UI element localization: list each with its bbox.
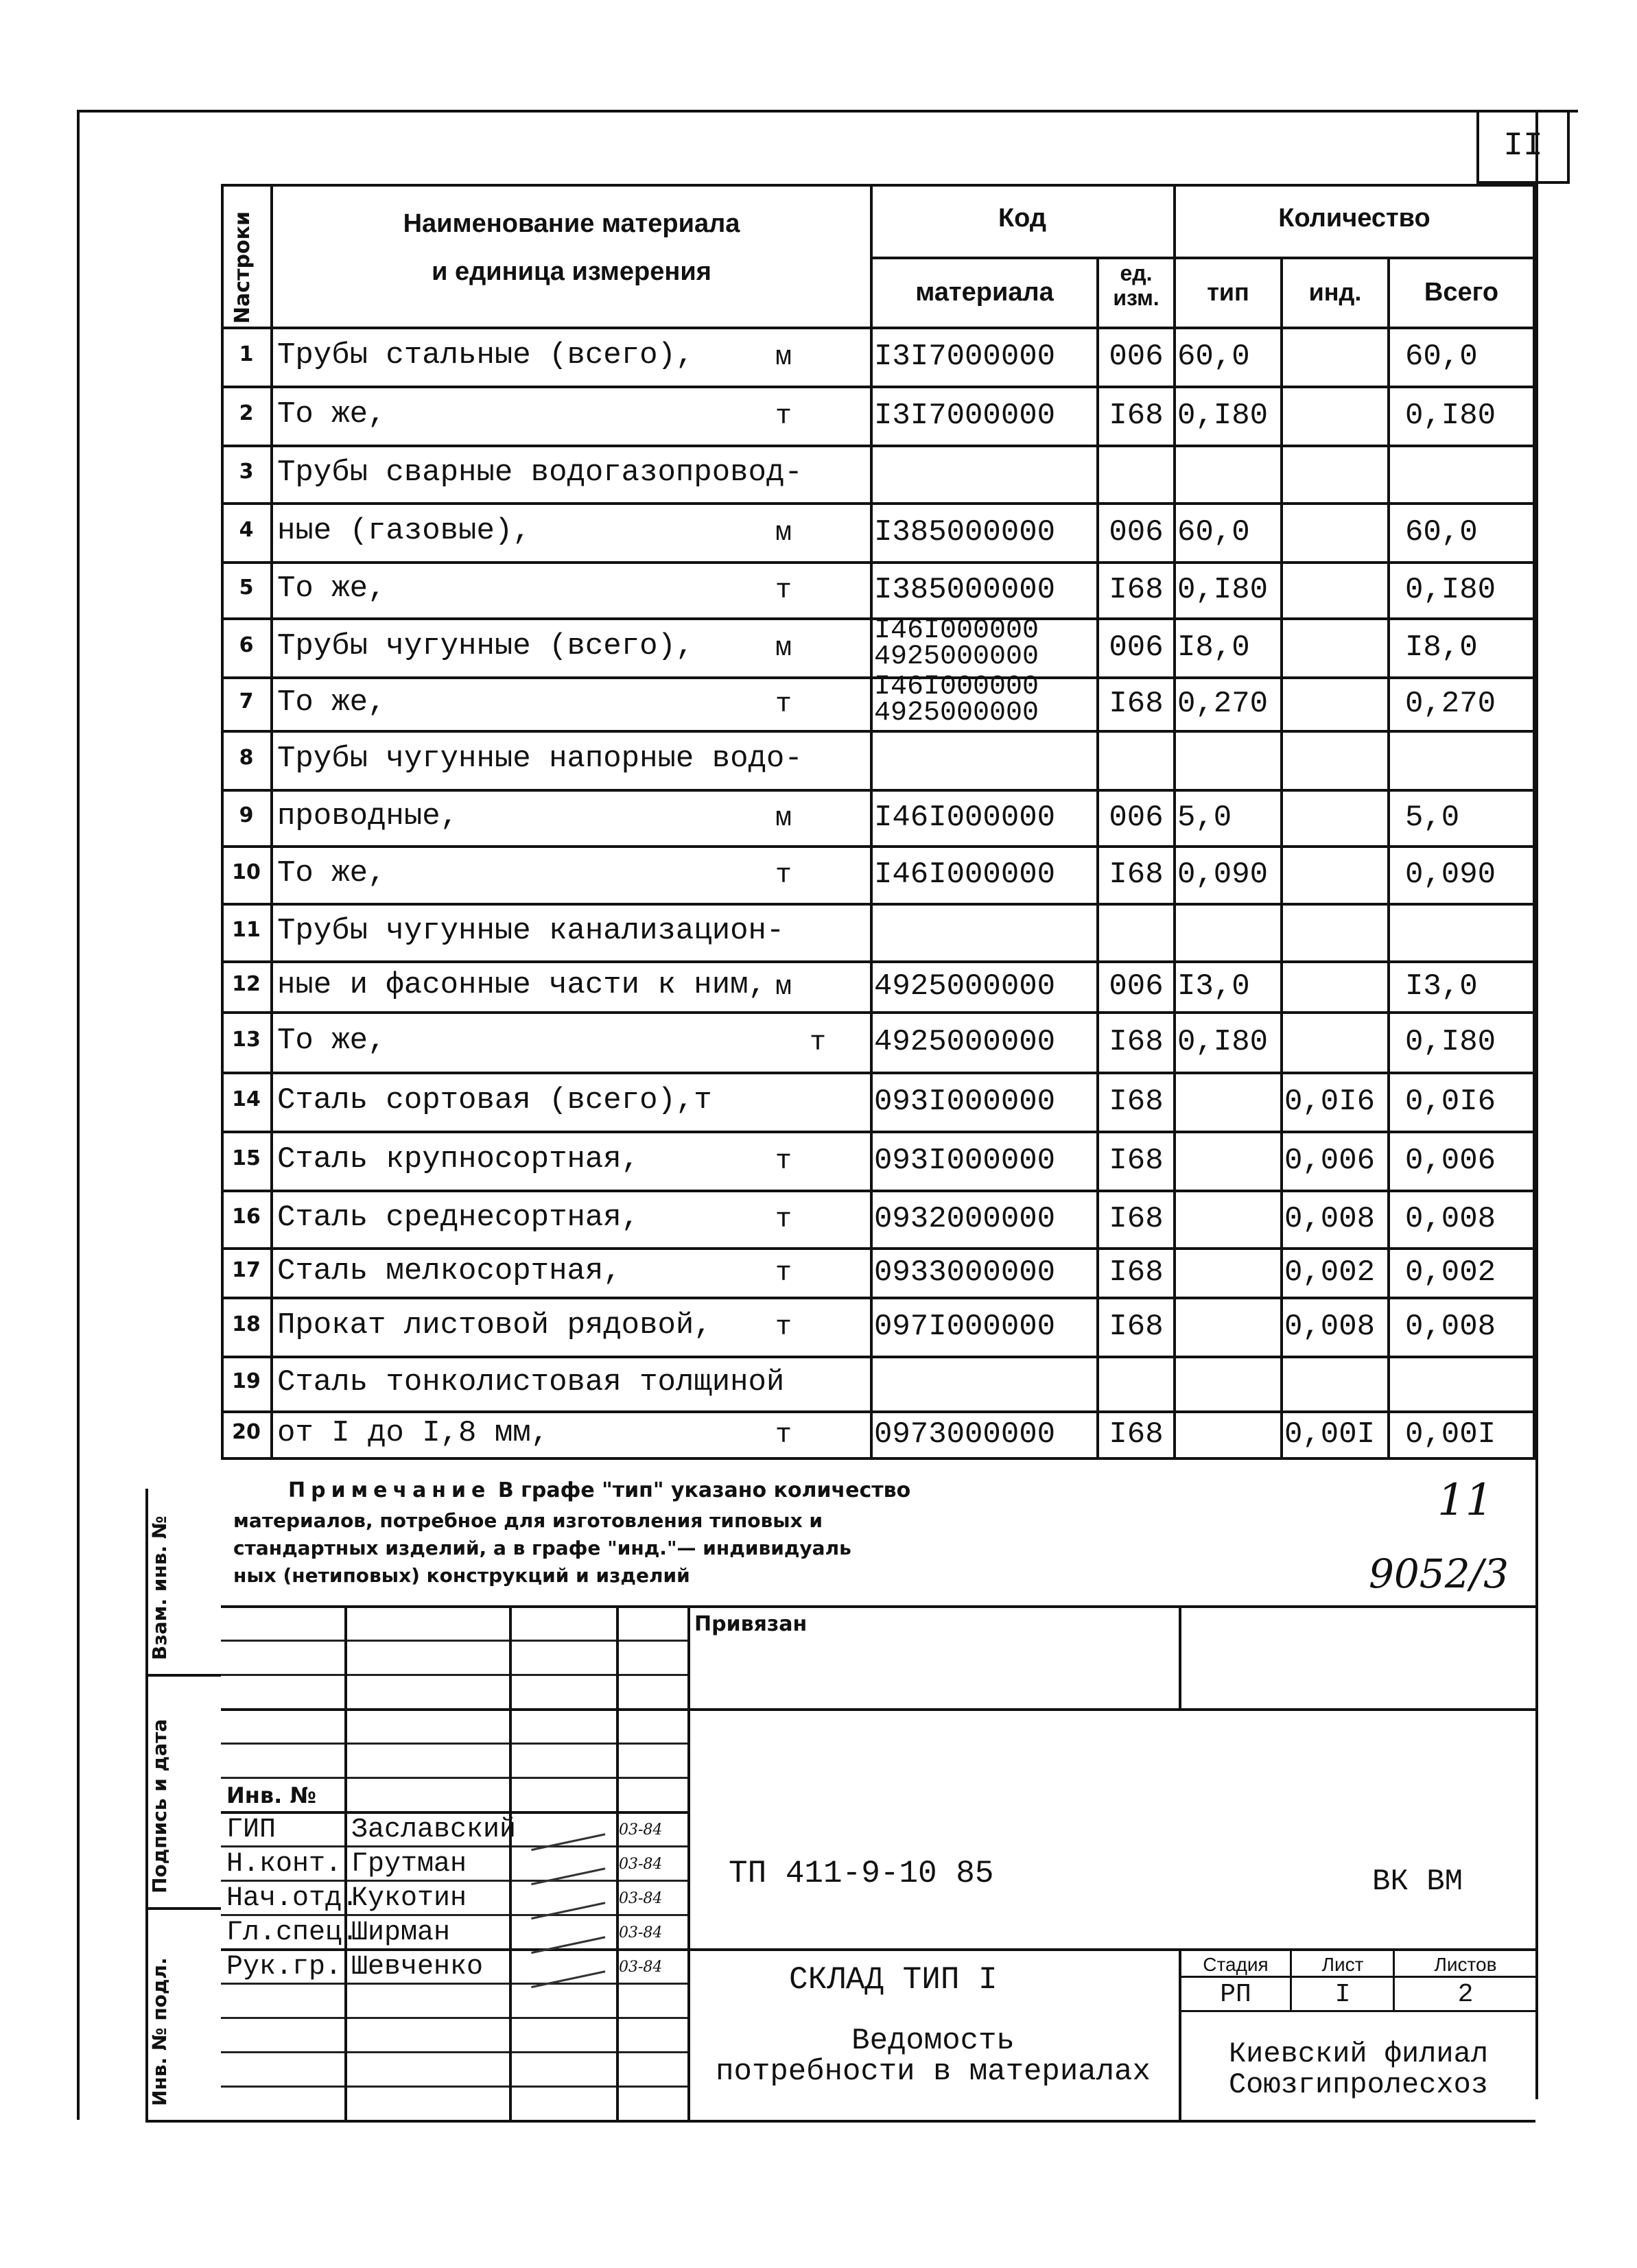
unit-of-measure: м	[775, 518, 792, 549]
table-row	[221, 1250, 1535, 1299]
material-name: Трубы чугунные канализацион-	[277, 914, 785, 948]
table-row	[221, 1192, 1535, 1250]
row-number: 3	[239, 460, 254, 484]
header-name-line1: Наименование материала	[403, 209, 740, 238]
table-row	[221, 329, 1535, 388]
qty-ind: 0,008	[1284, 1202, 1376, 1236]
sheets-label: Листов	[1434, 1954, 1497, 1975]
material-code: 0932000000	[874, 1202, 1056, 1236]
signer-role: Рук.гр.	[226, 1952, 342, 1983]
left-strip-div-1	[145, 1674, 221, 1677]
unit-of-measure: т	[775, 401, 792, 432]
qty-total: 60,0	[1405, 515, 1478, 550]
org-line-1: Киевский филиал	[1228, 2037, 1489, 2070]
qty-type: I3,0	[1177, 969, 1250, 1004]
row-number: 9	[239, 803, 254, 827]
unit-code: 006	[1109, 969, 1164, 1004]
header-row-number-label: Nастроки	[231, 211, 255, 324]
row-number: 18	[232, 1312, 261, 1336]
inv-no-label: Инв. №	[226, 1782, 316, 1808]
table-row	[221, 733, 1535, 792]
unit-of-measure: т	[775, 1205, 792, 1236]
sheets-value: 2	[1457, 1980, 1474, 2009]
tb-stage-line-1	[1179, 1976, 1535, 1978]
unit-of-measure: м	[775, 972, 792, 1003]
row-number: 7	[239, 689, 254, 713]
table-row	[221, 564, 1535, 620]
material-code: I46I000000 4925000000	[874, 615, 1039, 672]
left-strip-div-2	[145, 1907, 221, 1910]
header-q-type: тип	[1207, 278, 1249, 306]
org-line-2: Союзгипролесхоз	[1228, 2068, 1489, 2101]
qty-total: 60,0	[1405, 340, 1478, 374]
frame-right-edge	[1535, 110, 1538, 2099]
qty-total: 0,002	[1405, 1255, 1496, 1290]
material-name: Прокат листовой рядовой,	[277, 1308, 712, 1343]
row-number: 8	[239, 746, 254, 770]
object-name: СКЛАД ТИП I	[789, 1962, 998, 1998]
material-name: Сталь тонколистовая толщиной	[277, 1365, 785, 1399]
unit-of-measure: т	[775, 1258, 792, 1289]
table-row	[221, 1358, 1535, 1413]
material-name: Трубы чугунные напорные водо-	[277, 742, 803, 776]
qty-ind: 0,0I6	[1284, 1085, 1376, 1119]
qty-total: 0,I80	[1405, 399, 1496, 433]
table-row	[221, 1014, 1535, 1074]
material-name: Трубы стальные (всего),	[277, 338, 694, 373]
table-row	[221, 1299, 1535, 1358]
doc-title-1: Ведомость	[851, 2024, 1015, 2058]
material-code: 097I000000	[874, 1310, 1056, 1344]
handwritten-code: 9052/3	[1369, 1550, 1509, 1597]
qty-ind: 0,002	[1284, 1255, 1376, 1290]
unit-of-measure: т	[775, 1312, 792, 1343]
material-name: Сталь мелкосортная,	[277, 1254, 622, 1288]
qty-type: 5,0	[1177, 801, 1232, 835]
table-row	[221, 447, 1535, 505]
table-row	[221, 963, 1535, 1014]
qty-type: I8,0	[1177, 630, 1250, 665]
signer-name: Заславский	[351, 1815, 517, 1845]
qty-ind: 0,00I	[1284, 1417, 1376, 1452]
qty-type: 0,I80	[1177, 399, 1269, 433]
qty-total: 0,008	[1405, 1310, 1496, 1344]
material-code: 0973000000	[874, 1417, 1056, 1452]
unit-code: 006	[1109, 515, 1164, 550]
qty-type: 0,I80	[1177, 1025, 1269, 1059]
unit-of-measure: т	[775, 860, 792, 891]
material-code: I46I000000 4925000000	[874, 672, 1039, 729]
unit-code: I68	[1109, 858, 1164, 892]
qty-type: 0,090	[1177, 858, 1269, 892]
sheet-number: II	[1503, 128, 1543, 165]
handwritten-sheet: 11	[1437, 1475, 1494, 1526]
unit-code: I68	[1109, 573, 1164, 607]
tb-col-1	[344, 1605, 347, 2120]
header-code-material: материала	[915, 278, 1054, 307]
unit-code: 006	[1109, 630, 1164, 665]
material-name: Сталь крупносортная,	[277, 1142, 640, 1177]
table-row	[221, 792, 1535, 848]
material-name: проводные,	[277, 799, 459, 834]
side-label-podpis: Подпись и дата	[148, 1718, 171, 1893]
tb-stage-col-2	[1393, 1948, 1395, 2010]
unit-of-measure: т	[809, 1028, 826, 1059]
material-code: I46I000000	[874, 801, 1056, 835]
signer-role: Н.конт.	[226, 1849, 342, 1880]
qty-total: 0,I80	[1405, 573, 1496, 607]
qty-ind: 0,006	[1284, 1144, 1376, 1178]
signer-name: Грутман	[351, 1849, 467, 1880]
table-row	[221, 672, 1535, 733]
table-row	[221, 906, 1535, 963]
unit-code: I68	[1109, 1144, 1164, 1178]
side-label-vzam: Взам. инв. №	[148, 1515, 171, 1660]
material-name: Трубы чугунные (всего),	[277, 629, 694, 663]
row-number: 5	[239, 576, 254, 600]
tb-stage-line-2	[1179, 2010, 1535, 2012]
material-code: I46I000000	[874, 858, 1056, 892]
qty-total: 0,270	[1405, 687, 1496, 721]
sheet-label: Лист	[1321, 1954, 1364, 1975]
table-row	[221, 1133, 1535, 1192]
material-code: I3I7000000	[874, 340, 1056, 374]
unit-code: 006	[1109, 801, 1164, 835]
row-number: 17	[232, 1258, 261, 1282]
row-number: 15	[232, 1146, 261, 1170]
unit-code: I68	[1109, 1202, 1164, 1236]
privyazan-label: Привязан	[694, 1612, 808, 1636]
qty-total: I8,0	[1405, 630, 1478, 665]
row-number: 19	[232, 1369, 261, 1393]
row-rule	[221, 1457, 1535, 1460]
note-line4: ных (нетиповых) конструкций и изделий	[233, 1564, 690, 1587]
row-number: 10	[232, 860, 261, 884]
note-line2: материалов, потребное для изготовления типовых и	[233, 1509, 823, 1532]
note-text-1: В графе "тип" указано количество	[497, 1478, 911, 1502]
qty-total: 0,00I	[1405, 1417, 1496, 1452]
header-top-line	[221, 184, 1535, 187]
material-name: То же,	[277, 397, 386, 432]
row-number: 12	[232, 972, 261, 996]
unit-code: I68	[1109, 1310, 1164, 1344]
material-code: I3I7000000	[874, 399, 1056, 433]
material-name: Сталь среднесортная,	[277, 1201, 640, 1235]
row-number: 6	[239, 633, 254, 657]
unit-of-measure: т	[775, 689, 792, 720]
material-code: 4925000000	[874, 969, 1056, 1004]
material-code: 093I000000	[874, 1144, 1056, 1178]
header-name-line2: и единица измерения	[432, 257, 711, 286]
tb-line-10	[221, 1948, 1535, 1951]
material-name: Трубы сварные водогазопровод-	[277, 456, 803, 490]
note-line3: стандартных изделий, а в графе "инд."— индивидуаль	[233, 1537, 851, 1559]
note-title: Примечание	[288, 1478, 491, 1502]
stage-label: Стадия	[1203, 1954, 1269, 1975]
material-name: Сталь сортовая (всего),т	[277, 1083, 712, 1118]
unit-code: I68	[1109, 1085, 1164, 1119]
row-number: 1	[239, 342, 254, 366]
unit-of-measure: м	[775, 342, 792, 373]
header-q-ind: инд.	[1308, 278, 1362, 306]
material-code: I385000000	[874, 573, 1056, 607]
material-code: I385000000	[874, 515, 1056, 550]
header-code: Код	[998, 204, 1047, 233]
material-name: То же,	[277, 685, 386, 720]
row-number: 20	[232, 1420, 261, 1444]
tb-stage-col-1	[1290, 1948, 1292, 2010]
signature-date: 03-84	[619, 1959, 663, 1976]
sheet-value: I	[1334, 1980, 1351, 2009]
unit-of-measure: т	[775, 576, 792, 606]
row-number: 11	[232, 918, 261, 942]
unit-code: 006	[1109, 340, 1164, 374]
tb-col-5	[1179, 1605, 1181, 1708]
material-name: То же,	[277, 856, 386, 890]
header-mid-line	[871, 257, 1535, 259]
signer-role: Нач.отд.	[226, 1883, 359, 1914]
unit-code: I68	[1109, 399, 1164, 433]
signature-date: 03-84	[619, 1890, 663, 1907]
note-line1	[288, 1478, 910, 1502]
material-code: 4925000000	[874, 1025, 1056, 1059]
frame-top-edge	[77, 110, 1573, 113]
signature-date: 03-84	[619, 1856, 663, 1873]
table-row	[221, 615, 1535, 679]
row-number: 16	[232, 1205, 261, 1229]
material-code: 0933000000	[874, 1255, 1056, 1290]
qty-type: 0,I80	[1177, 573, 1269, 607]
row-number: 2	[239, 401, 254, 425]
signer-name: Шевченко	[351, 1952, 484, 1983]
qty-total: 5,0	[1405, 801, 1460, 835]
unit-of-measure: т	[775, 1420, 792, 1451]
qty-total: 0,008	[1405, 1202, 1496, 1236]
qty-type: 60,0	[1177, 340, 1250, 374]
unit-of-measure: м	[775, 633, 792, 664]
material-name: То же,	[277, 1024, 386, 1058]
table-row	[221, 505, 1535, 564]
doc-title-2: потребности в материалах	[716, 2055, 1151, 2089]
signer-role: Гл.спец.	[226, 1917, 359, 1948]
material-name: ные (газовые),	[277, 514, 531, 548]
unit-code: I68	[1109, 1025, 1164, 1059]
signer-name: Кукотин	[351, 1883, 467, 1914]
tb-col-2	[509, 1605, 512, 2120]
header-quantity: Количество	[1278, 204, 1430, 233]
table-row	[221, 1413, 1535, 1460]
material-code: 093I000000	[874, 1085, 1056, 1119]
signature-date: 03-84	[619, 1821, 663, 1839]
unit-code: I68	[1109, 1255, 1164, 1290]
qty-ind: 0,008	[1284, 1310, 1376, 1344]
signer-role: ГИП	[226, 1815, 276, 1845]
unit-of-measure: м	[775, 803, 792, 834]
table-row	[221, 1074, 1535, 1133]
qty-type: 0,270	[1177, 687, 1269, 721]
header-q-total: Всего	[1424, 278, 1499, 307]
row-number: 14	[232, 1087, 261, 1111]
qty-total: 0,0I6	[1405, 1085, 1496, 1119]
stage-value: РП	[1220, 1980, 1251, 2009]
side-label-inv: Инв. № подл.	[148, 1957, 171, 2106]
signer-name: Ширман	[351, 1917, 451, 1948]
signature-date: 03-84	[619, 1924, 663, 1941]
qty-total: 0,I80	[1405, 1025, 1496, 1059]
tb-top-line	[221, 1605, 1535, 1608]
qty-total: 0,090	[1405, 858, 1496, 892]
material-name: То же,	[277, 571, 386, 606]
section-code: ВК ВМ	[1372, 1865, 1463, 1899]
qty-total: I3,0	[1405, 969, 1478, 1004]
material-name: ные и фасонные части к ним,	[277, 968, 766, 1002]
row-number: 4	[239, 518, 254, 542]
unit-code: I68	[1109, 1417, 1164, 1452]
tb-line-3	[221, 1708, 1535, 1711]
row-number: 13	[232, 1028, 261, 1052]
qty-type: 60,0	[1177, 515, 1250, 550]
material-name: от I до I,8 мм,	[277, 1416, 550, 1450]
header-code-unit: ед. изм.	[1113, 261, 1159, 310]
qty-total: 0,006	[1405, 1144, 1496, 1178]
tb-bottom-line	[145, 2120, 1535, 2123]
unit-of-measure: т	[775, 1146, 792, 1177]
project-code: ТП 411-9-10 85	[729, 1856, 994, 1891]
table-row	[221, 848, 1535, 906]
unit-code: I68	[1109, 687, 1164, 721]
table-row	[221, 388, 1535, 447]
